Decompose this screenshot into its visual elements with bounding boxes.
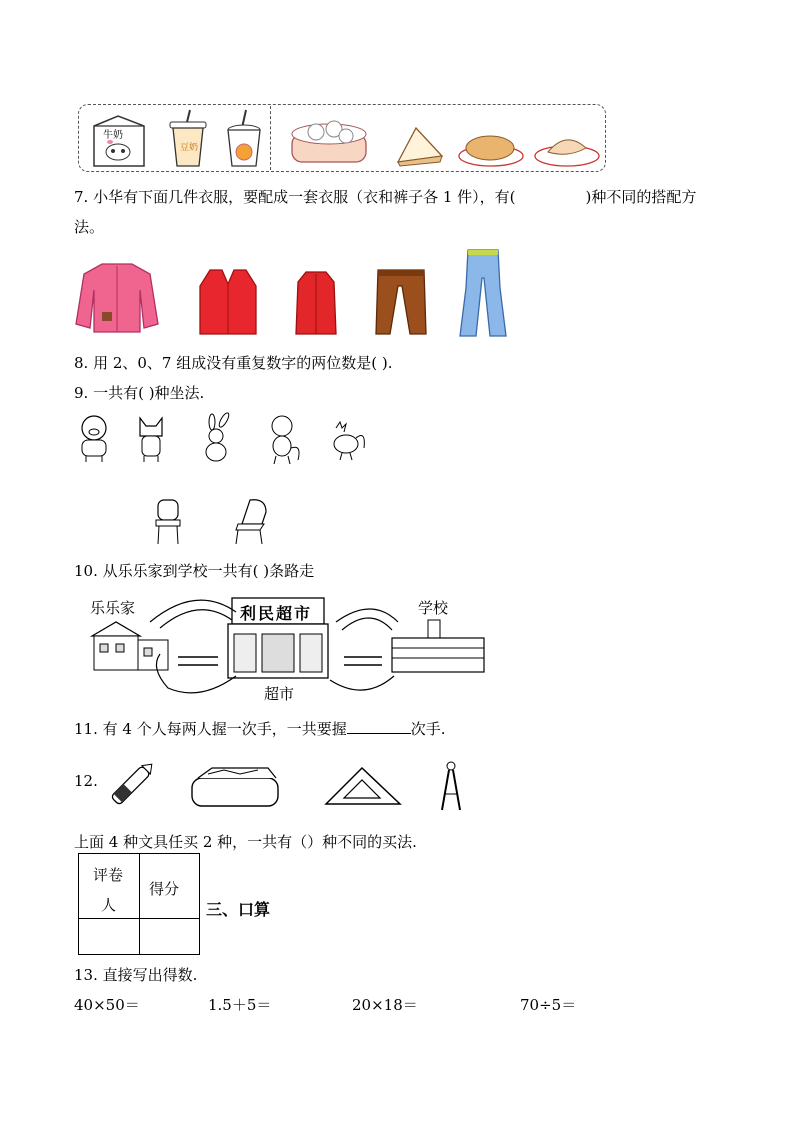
q9-text: 9. 一共有( )种坐法. xyxy=(74,384,205,402)
q8-text: 8. 用 2、0、7 组成没有重复数字的两位数是( ). xyxy=(74,354,393,372)
pen-icon xyxy=(104,756,160,812)
home-label: 乐乐家 xyxy=(90,599,136,617)
q11-blank[interactable] xyxy=(347,719,411,734)
q7-text-line2: 法。 xyxy=(74,218,105,236)
calc-item: 70÷5＝ xyxy=(520,996,577,1014)
q7-text: 7. 小华有下面几件衣服，要配成一套衣服（衣和裤子各 1 件），有( xyxy=(74,188,516,206)
soy-label: 豆奶 xyxy=(180,143,199,153)
reviewer-label: 评卷 xyxy=(93,866,124,884)
market-label: 超市 xyxy=(264,685,295,703)
score-table xyxy=(78,853,200,955)
calc-item: 40×50＝ xyxy=(74,996,140,1014)
q10-text: 10. 从乐乐家到学校一共有( )条路走 xyxy=(74,562,315,580)
q12-number: 12. xyxy=(74,772,98,790)
pencil-case-icon xyxy=(188,764,282,810)
q11-line xyxy=(74,718,446,739)
q11-text-after: 次手. xyxy=(410,720,446,738)
section-title: 三、口算 xyxy=(206,900,271,919)
set-square-icon xyxy=(322,764,404,808)
table-divider xyxy=(79,918,199,919)
q7-text-after: )种不同的搭配方 xyxy=(585,188,697,206)
score-label: 得分 xyxy=(149,880,180,898)
calc-item: 20×18＝ xyxy=(352,996,418,1014)
supermarket-sign: 利民超市 xyxy=(240,604,313,623)
q13-text: 13. 直接写出得数. xyxy=(74,966,198,984)
milk-label: 牛奶 xyxy=(103,130,123,141)
table-divider xyxy=(139,854,140,954)
compass-icon xyxy=(438,760,464,814)
calc-item: 1.5＋5＝ xyxy=(208,996,272,1014)
q12-text: 上面 4 种文具任买 2 种，一共有（）种不同的买法. xyxy=(74,833,417,851)
school-label: 学校 xyxy=(418,599,449,617)
q11-text: 11. 有 4 个人每两人握一次手，一共要握 xyxy=(74,720,347,738)
reviewer-label-2: 人 xyxy=(101,896,117,914)
